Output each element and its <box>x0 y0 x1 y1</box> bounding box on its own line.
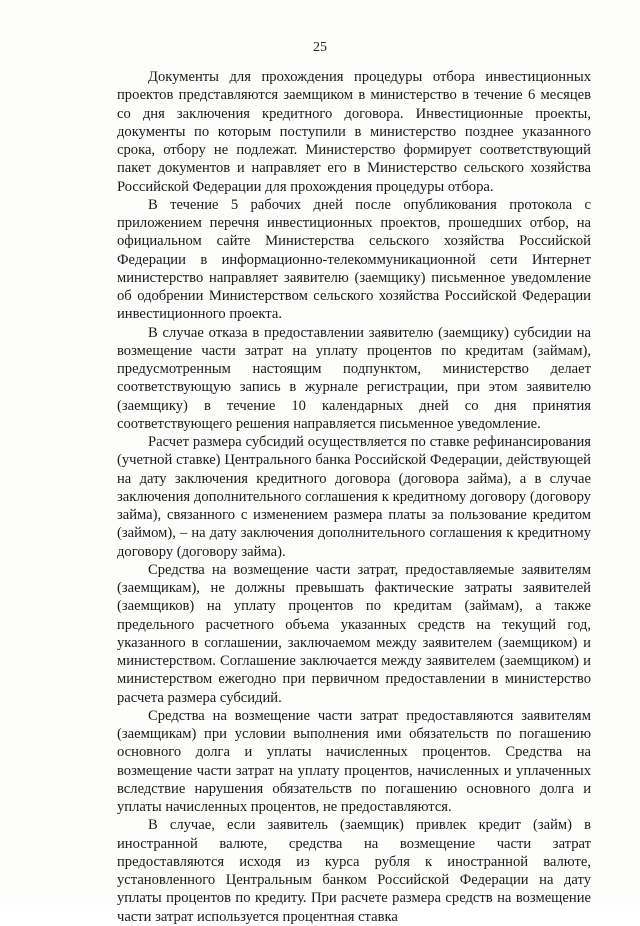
paragraph-subsidy-calculation: Расчет размера субсидий осуществляется по ставке рефинансирования (учетной ставке) Центрального банка Российской Федерации, действующей на дату заключения кредитного договора (договора займа), а в случае заключения дополнительного соглашения к кредитному договору (договору займа), связанного с изменением размера платы за пользование кредитом (займом), – на дату заключения дополнительного соглашения к кредитному договору (договору займа). <box>117 434 591 560</box>
page-number: 25 <box>313 40 327 55</box>
paragraph-foreign-currency: В случае, если заявитель (заемщик) привлек кредит (займ) в иностранной валюте, средства на возмещение части затрат предоставляются исходя из курса рубля к иностранной валюте, установленного Центральным банком Российской Федерации на дату уплаты процентов по кредиту. При расчете размера средств на возмещение части затрат используется процентная ставка <box>117 817 591 925</box>
document-body <box>117 68 591 926</box>
paragraph-refusal-notice: В случае отказа в предоставлении заявителю (заемщику) субсидии на возмещение части затрат на уплату процентов по кредитам (займам), предусмотренным настоящим подпунктом, министерство делает соответствующую запись в журнале регистрации, при этом заявителю (заемщику) в течение 10 календарных дней со дня принятия соответствующего решения направляется письменное уведомление. <box>117 324 591 432</box>
paragraph-compensation-conditions: Средства на возмещение части затрат предоставляются заявителям (заемщикам) при условии выполнения ими обязательств по погашению основного долга и уплаты начисленных процентов. Средства на возмещение части затрат на уплату процентов, начисленных и уплаченных вследствие нарушения обязательств по погашению основного долга и уплаты начисленных процентов, не предоставляются. <box>117 707 591 815</box>
paragraph-compensation-limit: Средства на возмещение части затрат, предоставляемые заявителям (заемщикам), не должны превышать фактические затраты заявителей (заемщиков) на уплату процентов по кредитам (займам), а также предельного расчетного объема указанных средств на текущий год, указанного в соглашении, заключаемом между заявителем (заемщиком) и министерством. Соглашение заключается между заявителем (заемщиком) и министерством ежегодно при первичном предоставлении в министерство расчета размера субсидий. <box>117 561 591 706</box>
paragraph-approval-notice: В течение 5 рабочих дней после опубликования протокола с приложением перечня инвестиционных проектов, прошедших отбор, на официальном сайте Министерства сельского хозяйства Российской Федерации в информационно-телекоммуникационной сети Интернет министерство направляет заявителю (заемщику) письменное уведомление об одобрении Министерством сельского хозяйства Российской Федерации инвестиционного проекта. <box>117 196 591 323</box>
paragraph-submission-deadline: Документы для прохождения процедуры отбора инвестиционных проектов представляются заемщиком в министерство в течение 6 месяцев со дня заключения кредитного договора. Инвестиционные проекты, документы по которым поступили в министерство позднее указанного срока, отбору не подлежат. Министерство формирует соответствующий пакет документов и направляет его в Министерство сельского хозяйства Российской Федерации для прохождения процедуры отбора. <box>117 69 591 195</box>
